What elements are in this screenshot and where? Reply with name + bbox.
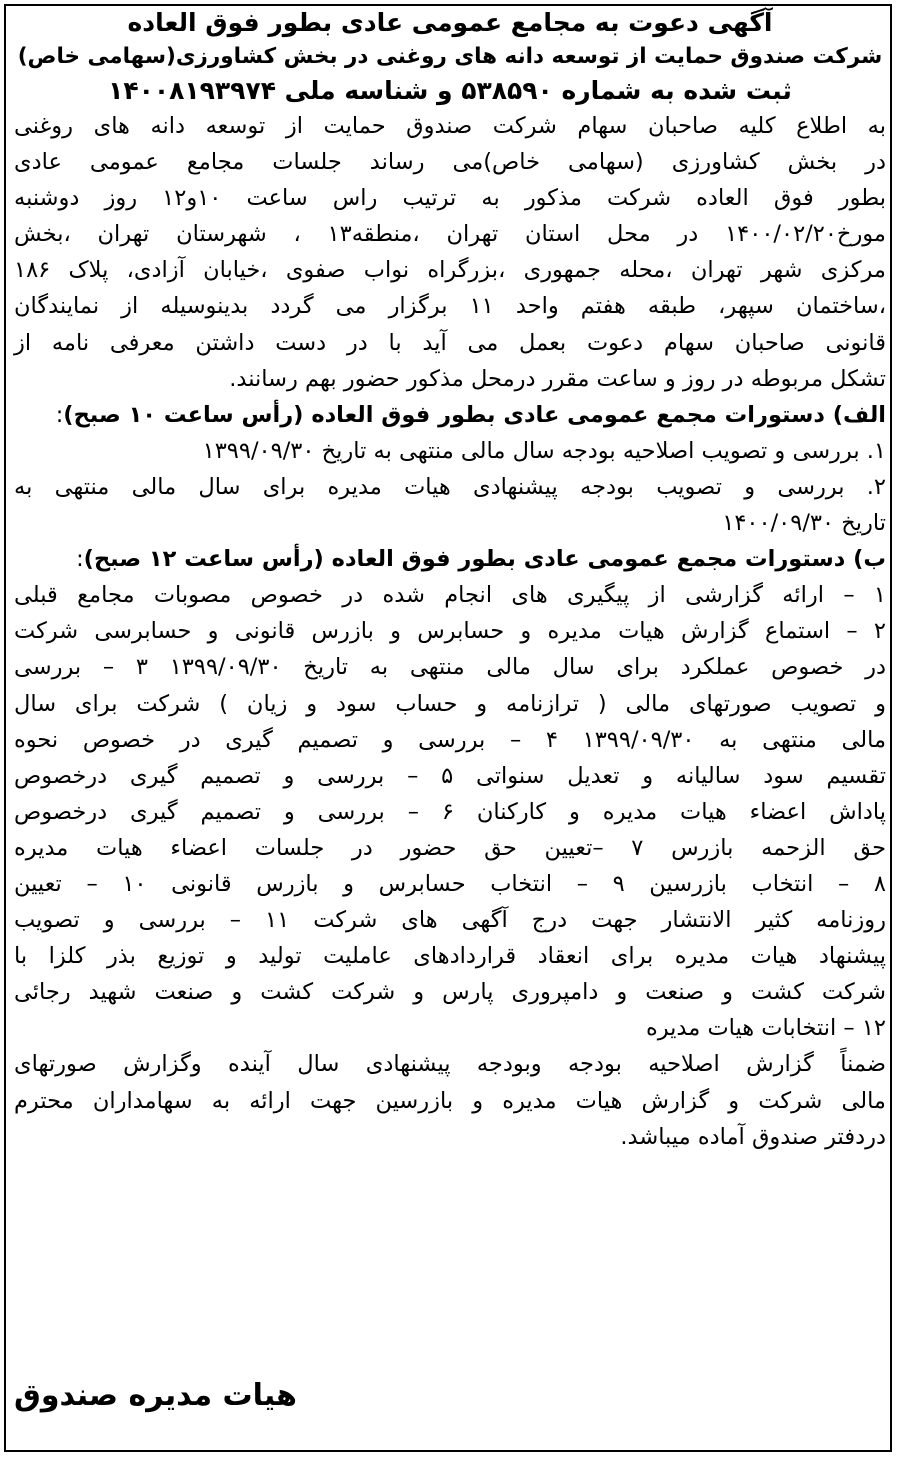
section-a-title: الف) دستورات مجمع عمومی عادی بطور فوق العاده (311, 401, 886, 428)
section-a-heading: الف) دستورات مجمع عمومی عادی بطور فوق العاده (رأس ساعت ۱۰ صبح): (55, 401, 886, 428)
intro-line: مرکزی شهر تهران ،محله جمهوری ،بزرگراه نواب صفوی ،خیابان آزادی، پلاک ۱۸۶ (14, 257, 886, 284)
agenda-line: شرکت کشت و صنعت و دامپروری پارس و شرکت کشت و صنعت شهید رجائی (14, 979, 886, 1006)
registration-info: ثبت شده به شماره ۵۳۸۵۹۰ و شناسه ملی ۱۴۰۰۸۱۹۳۹۷۴ (108, 76, 792, 105)
intro-line: بطور فوق العاده شرکت مذکور به ترتیب راس ساعت ۱۰و۱۲ روز دوشنبه (14, 185, 886, 212)
section-a-items (14, 433, 886, 541)
agenda-line: تقسیم سود سالیانه و تعدیل سنواتی ۵ – بررسی و تصمیم گیری درخصوص (14, 762, 886, 789)
footer-line: دردفتر صندوق آماده میباشد. (620, 1123, 886, 1150)
company-name: شرکت صندوق حمایت از توسعه دانه های روغنی در بخش کشاورزی(سهامی خاص) (17, 44, 883, 69)
agenda-line: ۲. بررسی و تصویب بودجه پیشنهادی هیات مدیره برای سال مالی منتهی به (14, 473, 886, 500)
signature: هیات مدیره صندوق (14, 1378, 297, 1413)
notice (14, 6, 886, 1155)
intro-line: به اطلاع کلیه صاحبان سهام شرکت صندوق حمایت از توسعه دانه های روغنی (14, 113, 886, 139)
section-b-title: ب) دستورات مجمع عمومی عادی بطور فوق العاده (331, 546, 886, 573)
section-a-time: (رأس ساعت ۱۰ صبح) (63, 401, 304, 428)
footer-paragraph (14, 1046, 886, 1154)
intro-paragraph (14, 108, 886, 397)
agenda-line: در خصوص عملکرد برای سال مالی منتهی به تاریخ ۱۳۹۹/۰۹/۳۰ ۳ – بررسی (14, 654, 887, 681)
agenda-line: روزنامه کثیر الانتشار جهت درج آگهی های شرکت ۱۱ – بررسی و تصویب (14, 907, 886, 934)
intro-line: ،ساختمان سپهر، طبقه هفتم واحد ۱۱ برگزار می گردد بدینوسیله از نمایندگان (14, 293, 886, 320)
agenda-line: تاریخ ۱۴۰۰/۰۹/۳۰ (722, 510, 886, 537)
agenda-line: ۲ – استماع گزارش هیات مدیره و حسابرس و بازرس قانونی و حسابرسی شرکت (14, 618, 886, 645)
intro-line: قانونی صاحبان سهام دعوت بعمل می آید با در دست داشتن معرفی نامه از (14, 329, 886, 356)
agenda-line: ۱ – ارائه گزارشی از پیگیری های انجام شده در خصوص مصوبات مجامع قبلی (14, 582, 886, 609)
agenda-line: ۸ – انتخاب بازرسین ۹ – انتخاب حسابرس و بازرس قانونی ۱۰ – تعیین (14, 870, 886, 897)
footer-line: مالی شرکت و گزارش هیات مدیره و بازرسین جهت ارائه به سهامداران محترم (14, 1087, 886, 1114)
notice-title: آگهی دعوت به مجامع عمومی عادی بطور فوق العاده (127, 8, 773, 37)
agenda-line: پیشنهاد هیات مدیره برای انعقاد قراردادهای عاملیت تولید و توزیع بذر کلزا با (14, 943, 886, 970)
section-b-heading: ب) دستورات مجمع عمومی عادی بطور فوق العاده (رأس ساعت ۱۲ صبح): (76, 546, 886, 573)
agenda-line: پاداش اعضاء هیات مدیره و کارکنان ۶ – بررسی و تصمیم گیری درخصوص (14, 798, 886, 825)
agenda-line: حق الزحمه بازرس ۷ –تعیین حق حضور در جلسات اعضاء هیات مدیره (14, 834, 886, 861)
agenda-line: ۱۲ – انتخابات هیات مدیره (645, 1015, 886, 1042)
section-b-items (14, 577, 886, 1046)
intro-line: در بخش کشاورزی (سهامی خاص)می رساند جلسات مجامع عمومی عادی (14, 149, 886, 176)
agenda-line: و تصویب صورتهای مالی ( ترازنامه و حساب سود و زیان ) شرکت برای سال (14, 690, 886, 717)
agenda-line: مالی منتهی به ۱۳۹۹/۰۹/۳۰ ۴ – بررسی و تصمیم گیری در خصوص نحوه (14, 726, 886, 753)
intro-line: تشکل مربوطه در روز و ساعت مقرر درمحل مذکور حضور بهم رسانند. (229, 365, 886, 392)
footer-line: ضمناً گزارش اصلاحیه بودجه وبودجه پیشنهادی سال آینده وگزارش صورتهای (14, 1051, 886, 1078)
agenda-line: ۱. بررسی و تصویب اصلاحیه بودجه سال مالی منتهی به تاریخ ۱۳۹۹/۰۹/۳۰ (202, 437, 886, 464)
intro-line: مورخ۱۴۰۰/۰۲/۲۰ در محل استان تهران ،منطقه۱۳ ، شهرستان تهران ،بخش (14, 221, 886, 248)
section-b-time: (رأس ساعت ۱۲ صبح) (83, 546, 324, 573)
